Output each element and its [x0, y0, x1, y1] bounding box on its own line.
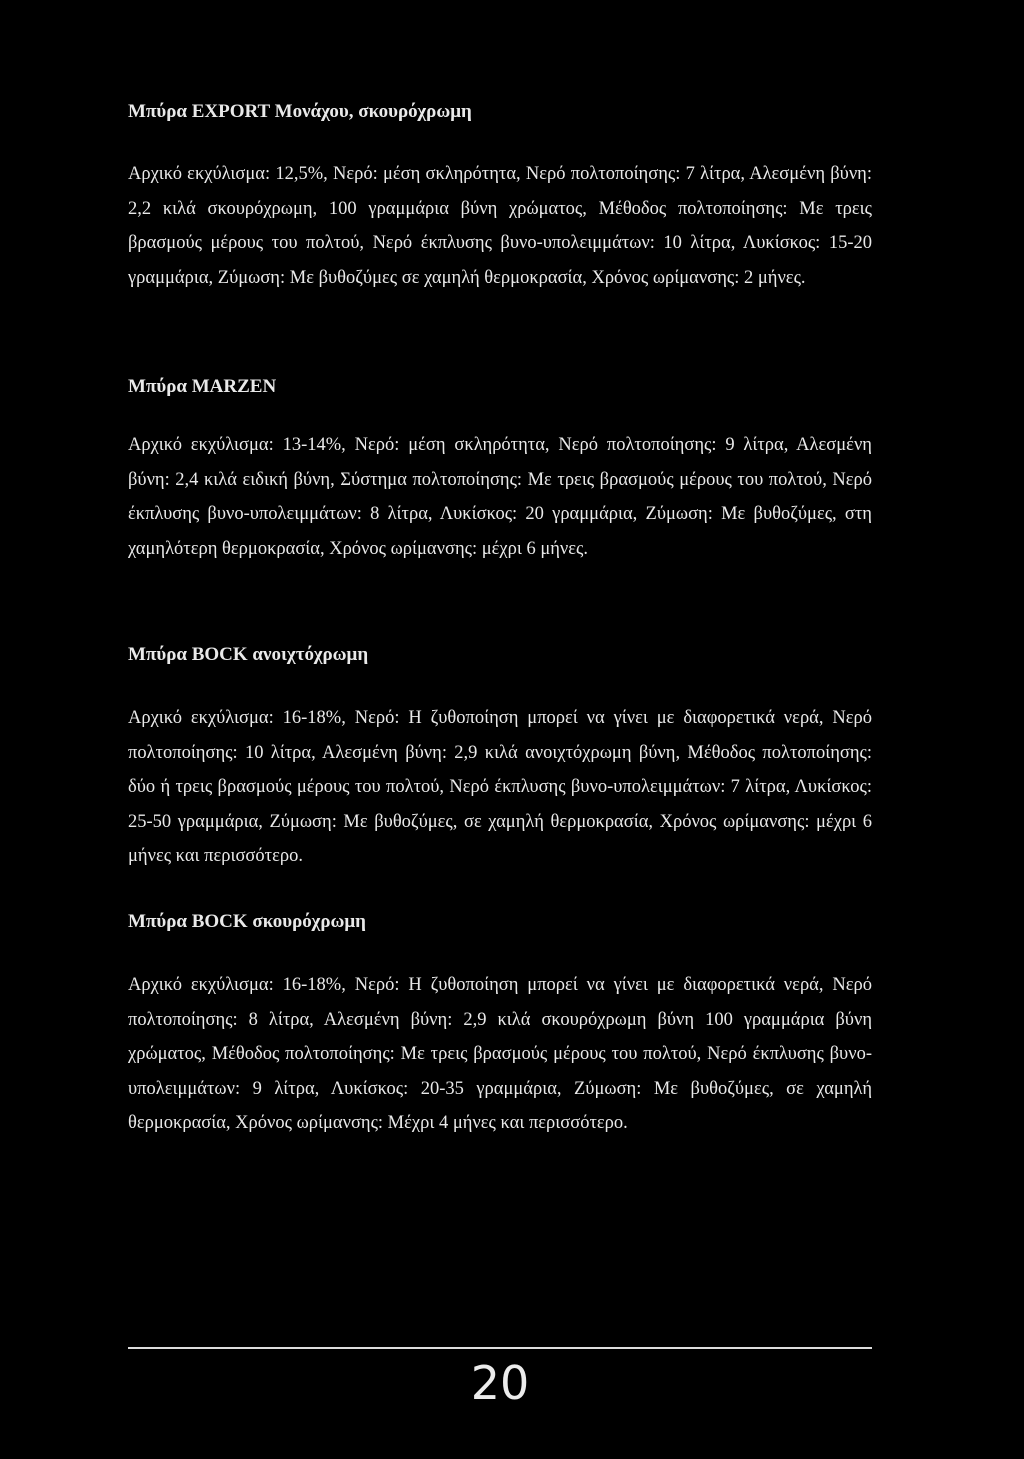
beer-section-bock-light [128, 643, 872, 866]
page-number: 20 [470, 1356, 530, 1410]
beer-section-export [128, 100, 872, 288]
section-title: Μπύρα EXPORT Μονάχου, σκουρόχρωμη [128, 101, 472, 122]
beer-section-marzen [128, 375, 872, 559]
footer-divider [128, 1347, 872, 1349]
section-paragraph: Αρχικό εκχύλισμα: 12,5%, Νερό: μέση σκληρότητα, Νερό πολτοποίησης: 7 λίτρα, Αλεσμένη βύνη: 2,2 κιλά σκουρόχρωμη, 100 γραμμάρια βύνη χρώματος, Μέθοδος πολτοποίησης: Με τρεις βρασμούς μέρους του πολτού, Νερό έκπλυσης βυνο-υπολειμμάτων: 10 λίτρα, Λυκίσκος: 15-20 γραμμάρια, Ζύμωση: Με βυθοζύμες σε χαμηλή θερμοκρασία, Χρόνος ωρίμανσης: 2 μήνες. [128, 164, 872, 288]
beer-section-bock-dark [128, 910, 872, 1133]
section-paragraph: Αρχικό εκχύλισμα: 16-18%, Νερό: Η ζυθοποίηση μπορεί να γίνει με διαφορετικά νερά, Νερό πολτοποίησης: 10 λίτρα, Αλεσμένη βύνη: 2,9 κιλά ανοιχτόχρωμη βύνη, Μέθοδος πολτοποίησης: δύο ή τρεις βρασμούς μέρους του πολτού, Νερό έκπλυσης βυνο-υπολειμμάτων: 7 λίτρα, Λυκίσκος: 25-50 γραμμάρια, Ζύμωση: Με βυθοζύμες, σε χαμηλή θερμοκρασία, Χρόνος ωρίμανσης: μέχρι 6 μήνες και περισσότερο. [128, 708, 872, 866]
section-title: Μπύρα MARZEN [128, 376, 277, 397]
section-title: Μπύρα BOCK ανοιχτόχρωμη [128, 644, 369, 665]
section-paragraph: Αρχικό εκχύλισμα: 13-14%, Νερό: μέση σκληρότητα, Νερό πολτοποίησης: 9 λίτρα, Αλεσμένη βύνη: 2,4 κιλά ειδική βύνη, Σύστημα πολτοποίησης: Με τρεις βρασμούς μέρους του πολτού, Νερό έκπλυσης βυνο-υπολειμμάτων: 8 λίτρα, Λυκίσκος: 20 γραμμάρια, Ζύμωση: Με βυθοζύμες, στη χαμηλότερη θερμοκρασία, Χρόνος ωρίμανσης: μέχρι 6 μήνες. [128, 435, 872, 559]
section-paragraph: Αρχικό εκχύλισμα: 16-18%, Νερό: Η ζυθοποίηση μπορεί να γίνει με διαφορετικά νερά, Νερό πολτοποίησης: 8 λίτρα, Αλεσμένη βύνη: 2,9 κιλά σκουρόχρωμη βύνη 100 γραμμάρια βύνη χρώματος, Μέθοδος πολτοποίησης: Με τρεις βρασμούς μέρους του πολτού, Νερό έκπλυσης βυνο-υπολειμμάτων: 9 λίτρα, Λυκίσκος: 20-35 γραμμάρια, Ζύμωση: Με βυθοζύμες, σε χαμηλή θερμοκρασία, Χρόνος ωρίμανσης: Μέχρι 4 μήνες και περισσότερο. [128, 975, 872, 1133]
section-title: Μπύρα BOCK σκουρόχρωμη [128, 911, 366, 932]
